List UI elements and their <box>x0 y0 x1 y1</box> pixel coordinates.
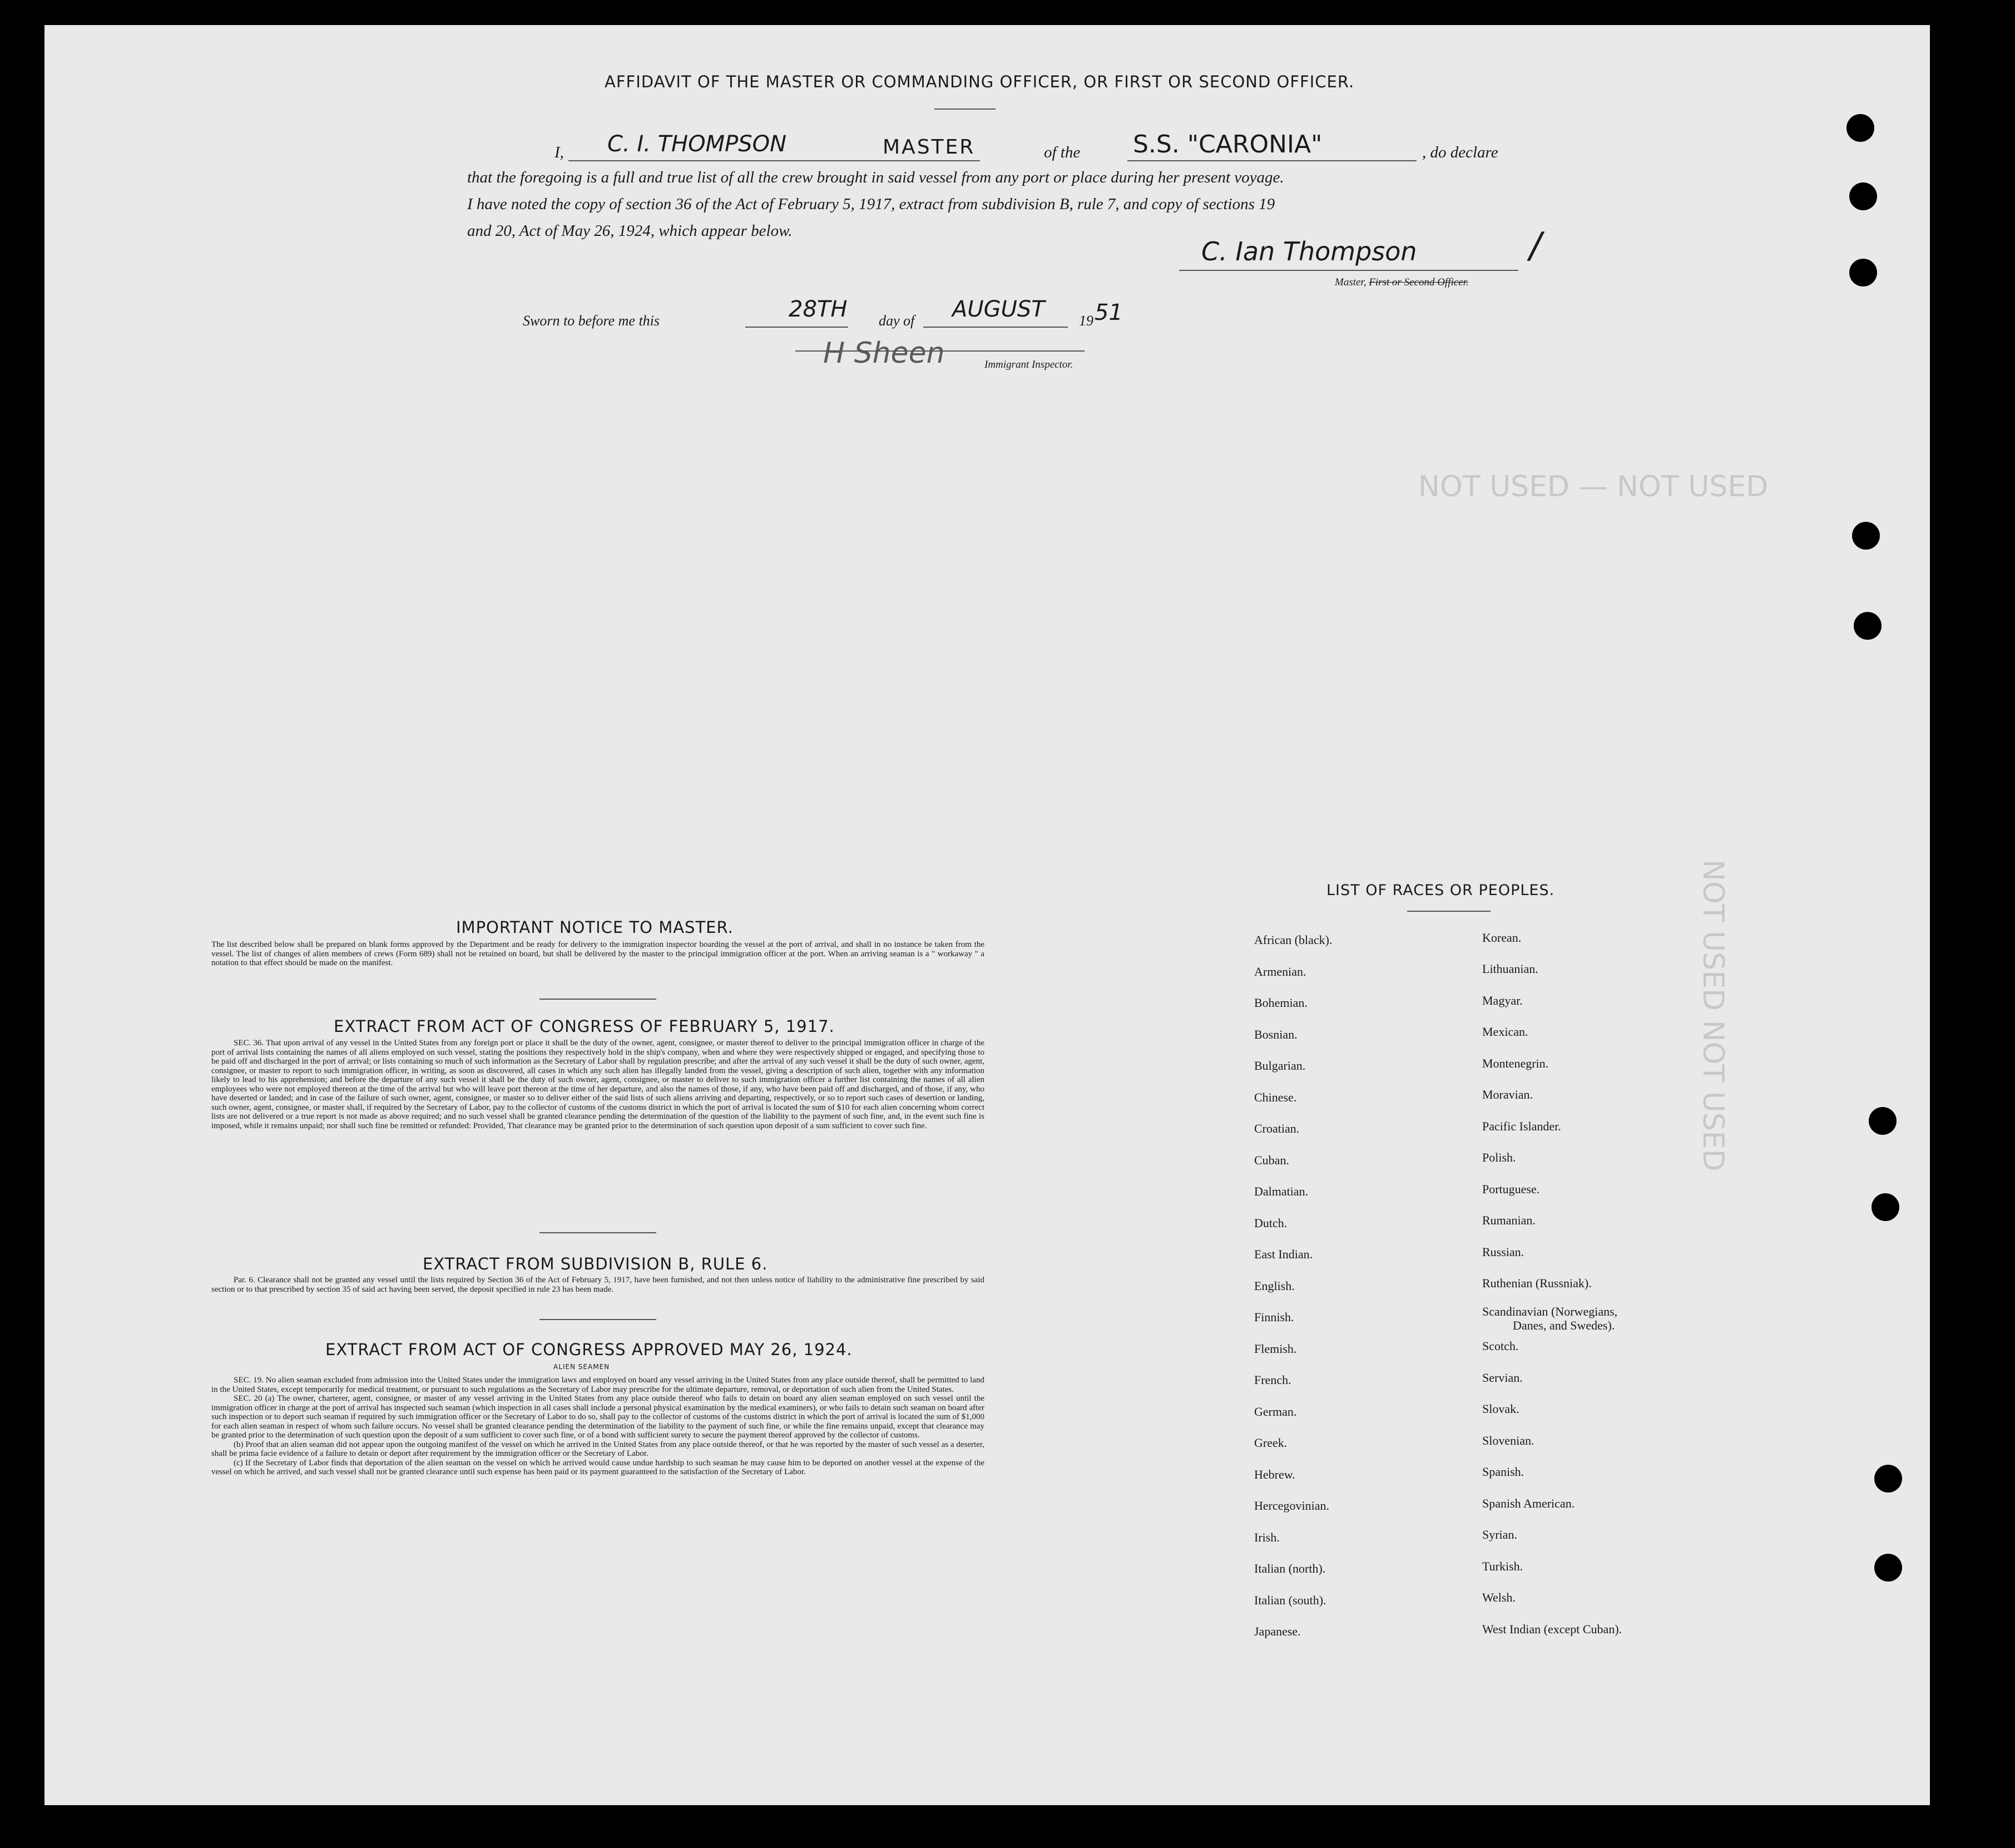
race-right: Syrian. <box>1482 1528 1517 1541</box>
month-underline <box>923 327 1068 328</box>
extract3-subtitle: ALIEN SEAMEN <box>553 1363 610 1371</box>
race-left: German. <box>1254 1405 1297 1419</box>
race-right: Spanish American. <box>1482 1496 1575 1510</box>
race-left: Italian (north). <box>1254 1562 1326 1575</box>
punch-hole <box>1846 114 1874 142</box>
extract2-body: Par. 6. Clearance shall not be granted any vessel until the lists required by Section 36 of the Act of February 5, 1917, have been furnished, and not then unless notice of liability to the administrative fine prescribed by said section or to that prescribed by section 35 of said act having been served, the deposit specified in rule 23 has been made. <box>211 1276 984 1294</box>
race-right: Spanish. <box>1482 1465 1524 1479</box>
punch-hole <box>1849 259 1877 286</box>
race-right: Mexican. <box>1482 1025 1528 1039</box>
race-right: Scotch. <box>1482 1339 1519 1353</box>
race-left: Chinese. <box>1254 1090 1297 1104</box>
race-right: Moravian. <box>1482 1088 1533 1101</box>
punch-hole <box>1874 1465 1902 1493</box>
race-right: Pacific Islander. <box>1482 1119 1561 1133</box>
extract3-body <box>211 1376 984 1477</box>
race-right: Turkish. <box>1482 1559 1523 1573</box>
race-right: Scandinavian (Norwegians, <box>1482 1305 1618 1318</box>
punch-hole <box>1852 522 1880 550</box>
races-title: LIST OF RACES OR PEOPLES. <box>1326 882 1555 899</box>
race-left: Bosnian. <box>1254 1027 1298 1041</box>
race-right: Korean. <box>1482 931 1522 945</box>
race-left: East Indian. <box>1254 1247 1313 1261</box>
race-right: Polish. <box>1482 1150 1516 1164</box>
affidavit-title: AFFIDAVIT OF THE MASTER OR COMMANDING OFFICER, OR FIRST OR SECOND OFFICER. <box>605 72 1355 91</box>
notice-divider-1 <box>539 999 656 1000</box>
extract3-sec20c: (c) If the Secretary of Labor finds that deportation of the alien seaman on the vessel on which he arrived would cause undue hardship to such seaman he may cause him to be deported on another vessel at the expense of the vessel on which he arrived, and such vessel shall not be granted clearance until such expense has been paid or its payment guaranteed to the satisfaction of the Secretary of Labor. <box>211 1458 984 1476</box>
race-left: Greek. <box>1254 1436 1288 1450</box>
title-divider <box>934 108 996 110</box>
not-used-stamp-vertical: NOT USED NOT USED <box>1696 859 1730 1172</box>
vessel-name: S.S. "CARONIA" <box>1133 130 1323 159</box>
race-left: African (black). <box>1254 933 1333 947</box>
inspector-signature-line <box>795 350 1085 352</box>
notice-body: The list described below shall be prepared on blank forms approved by the Department and be ready for delivery to the immigration inspector boarding the vessel at the port of arrival, and shall in no instance be taken from the vessel. The list of changes of alien members of crews (Form 689) shall not be retained on board, but shall be delivered by the master to the principal immigration officer at the port. When an arriving seaman is a " workaway " a notation to that effect should be made on the manifest. <box>211 940 984 967</box>
race-right: Ruthenian (Russniak). <box>1482 1276 1592 1290</box>
race-right: Montenegrin. <box>1482 1056 1549 1070</box>
vessel-underline <box>1127 160 1417 161</box>
race-left: Croatian. <box>1254 1121 1300 1135</box>
punch-hole <box>1872 1193 1899 1221</box>
declaration-first-line: I, C. I. THOMPSON MASTER of the S.S. "CARONIA" , do declare <box>555 130 1498 161</box>
race-left: Dalmatian. <box>1254 1184 1309 1198</box>
race-right: Magyar. <box>1482 994 1523 1007</box>
year-prefix: 19 <box>1079 313 1093 329</box>
punch-hole <box>1874 1554 1902 1582</box>
race-left: Flemish. <box>1254 1342 1297 1356</box>
signature-tick: / <box>1529 225 1542 266</box>
race-right: Slovenian. <box>1482 1434 1534 1447</box>
race-right: Slovak. <box>1482 1402 1519 1416</box>
inspector-caption: Immigrant Inspector. <box>984 359 1073 370</box>
race-right-continuation: Danes, and Swedes). <box>1513 1318 1615 1332</box>
race-right: Lithuanian. <box>1482 962 1538 976</box>
not-used-stamp: NOT USED — NOT USED <box>1418 470 1769 503</box>
declaration-line-2: that the foregoing is a full and true list of all the crew brought in said vessel from any port or place during her present voyage. <box>467 169 1284 186</box>
struck-officer-caption: First or Second Officer. <box>1369 276 1469 288</box>
race-right: Servian. <box>1482 1371 1523 1385</box>
race-right: Portuguese. <box>1482 1182 1540 1196</box>
race-left: Italian (south). <box>1254 1593 1326 1607</box>
declaration-line-4: and 20, Act of May 26, 1924, which appear below. <box>467 222 793 240</box>
race-left: Dutch. <box>1254 1216 1288 1230</box>
sworn-month: AUGUST <box>952 297 1045 322</box>
sworn-year: 51 <box>1095 300 1123 325</box>
race-left: Bulgarian. <box>1254 1059 1306 1073</box>
race-left: Finnish. <box>1254 1310 1294 1324</box>
punch-hole <box>1849 182 1877 210</box>
notice-divider-2 <box>539 1232 656 1233</box>
sworn-day: 28TH <box>789 297 848 322</box>
declaration-line-3: I have noted the copy of section 36 of the Act of February 5, 1917, extract from subdivision B, rule 7, and copy of sections 19 <box>467 195 1275 213</box>
race-left: Cuban. <box>1254 1153 1289 1167</box>
master-signature: C. Ian Thompson <box>1201 236 1417 266</box>
name-underline <box>568 160 980 161</box>
punch-hole <box>1854 612 1882 640</box>
race-right: Rumanian. <box>1482 1213 1536 1227</box>
extract1-title: EXTRACT FROM ACT OF CONGRESS OF FEBRUARY 5, 1917. <box>334 1017 835 1036</box>
race-left: Hebrew. <box>1254 1467 1295 1481</box>
sworn-line: Sworn to before me this 28TH day of AUGUST 19 51 <box>523 303 1246 337</box>
races-divider <box>1407 911 1491 912</box>
notice-title: IMPORTANT NOTICE TO MASTER. <box>456 918 734 937</box>
extract3-sec20a: SEC. 20 (a) The owner, charterer, agent, consignee, or master of any vessel arriving in the United States from any place outside thereof who fails to detain on board any alien seaman employed on such vessel until the immigration officer in charge at the port of arrival has inspected such seaman (which inspection in all cases shall include a personal physical examination by the medical examiners), or who fails to detain such seaman on board after such inspection or to deport such seaman if required by such immigration officer or the Secretary of Labor to do so, shall pay to the collector of customs of the customs district in which the port of arrival is located the sum of $1,000 for each alien seaman in respect of whom such failure occurs. No vessel shall be granted clearance pending the determination of the liability to the payment of such fine, or while the fine remains unpaid, except that clearance may be granted prior to the determination of such question upon the deposit of a sum sufficient to cover such fine, or of a bond with sufficient surety to secure the payment thereof approved by the collector of customs. <box>211 1394 984 1440</box>
race-left: Armenian. <box>1254 965 1306 979</box>
day-underline <box>745 327 848 328</box>
signature-caption: Master, First or Second Officer. <box>1335 276 1469 288</box>
extract3-sec19: SEC. 19. No alien seaman excluded from admission into the United States under the immigration laws and employed on board any vessel arriving in the United States from any place outside thereof, shall be permitted to land in the United States, except temporarily for medical treatment, or pursuant to such regulations as the Secretary of Labor may prescribe for the ultimate departure, removal, or deportation of such alien from the United States. <box>211 1376 984 1394</box>
extract2-title: EXTRACT FROM SUBDIVISION B, RULE 6. <box>423 1254 768 1273</box>
rank: MASTER <box>883 136 976 159</box>
extract3-sec20b: (b) Proof that an alien seaman did not appear upon the outgoing manifest of the vessel on which he arrived in the United States from any place outside thereof, or that he was reported by the master of such vessel as a deserter, shall be prima facie evidence of a failure to detain or deport after requirement by the immigration officer or the Secretary of Labor. <box>211 1440 984 1458</box>
race-left: English. <box>1254 1279 1295 1293</box>
inspector-signature: H Sheen <box>823 337 945 370</box>
master-name: C. I. THOMPSON <box>607 131 787 157</box>
document-page <box>44 25 1930 1805</box>
notice-divider-3 <box>539 1319 656 1320</box>
extract3-title: EXTRACT FROM ACT OF CONGRESS APPROVED MAY 26, 1924. <box>325 1340 853 1359</box>
punch-hole <box>1869 1107 1897 1135</box>
race-left: French. <box>1254 1373 1291 1387</box>
signature-line <box>1179 270 1518 271</box>
race-left: Irish. <box>1254 1530 1280 1544</box>
race-left: Japanese. <box>1254 1624 1301 1638</box>
race-right: Welsh. <box>1482 1590 1516 1604</box>
race-left: Hercegovinian. <box>1254 1499 1329 1513</box>
race-right: West Indian (except Cuban). <box>1482 1622 1622 1636</box>
race-right: Russian. <box>1482 1245 1524 1259</box>
extract1-body: SEC. 36. That upon arrival of any vessel in the United States from any foreign port or place it shall be the duty of the owner, agent, consignee, or master thereof to deliver to the principal immigration officer in charge of the port of arrival lists containing the names of all aliens employed on such vessel, stating the positions they respectively hold in the ship's company, when and where they were respectively shipped or engaged, and specifying those to be paid off and discharged in the port of arrival; or lists containing so much of such information as the Secretary of Labor shall by regulation prescribe; and after the arrival of any such vessel it shall be the duty of such owner, agent, consignee, or master to report to such immigration officer, in writing, as soon as discovered, all cases in which any such alien has illegally landed from the vessel, giving a description of such alien, together with any information likely to lead to his apprehension; and before the departure of any such vessel it shall be the duty of such owner, agent, consignee, or master to deliver to such immigration officer a further list containing the names of all alien employees who were not employed thereon at the time of the arrival but who will leave port thereon at the time of her departure, and also the names of those, if any, who have been paid off and discharged, and of those, if any, who have deserted or landed; and in case of the failure of such owner, agent, consignee, or master so to deliver either of the said lists of such aliens arriving and departing, respectively, or so to report such cases of desertion or landing, such owner, agent, consignee, or master shall, if required by the Secretary of Labor, pay to the collector of customs of the customs district in which the port of arrival is located the sum of $10 for each alien concerning whom correct lists are not delivered or a true report is not made as above required; and no such vessel shall be granted clearance pending the determination of the question of the liability to the payment of such fine, and, in the event such fine is imposed, while it remains unpaid; nor shall such fine be remitted or refunded: Provided, That clearance may be granted prior to the determination of such question upon deposit of a sum sufficient to cover such fine. <box>211 1039 984 1130</box>
race-left: Bohemian. <box>1254 996 1308 1010</box>
